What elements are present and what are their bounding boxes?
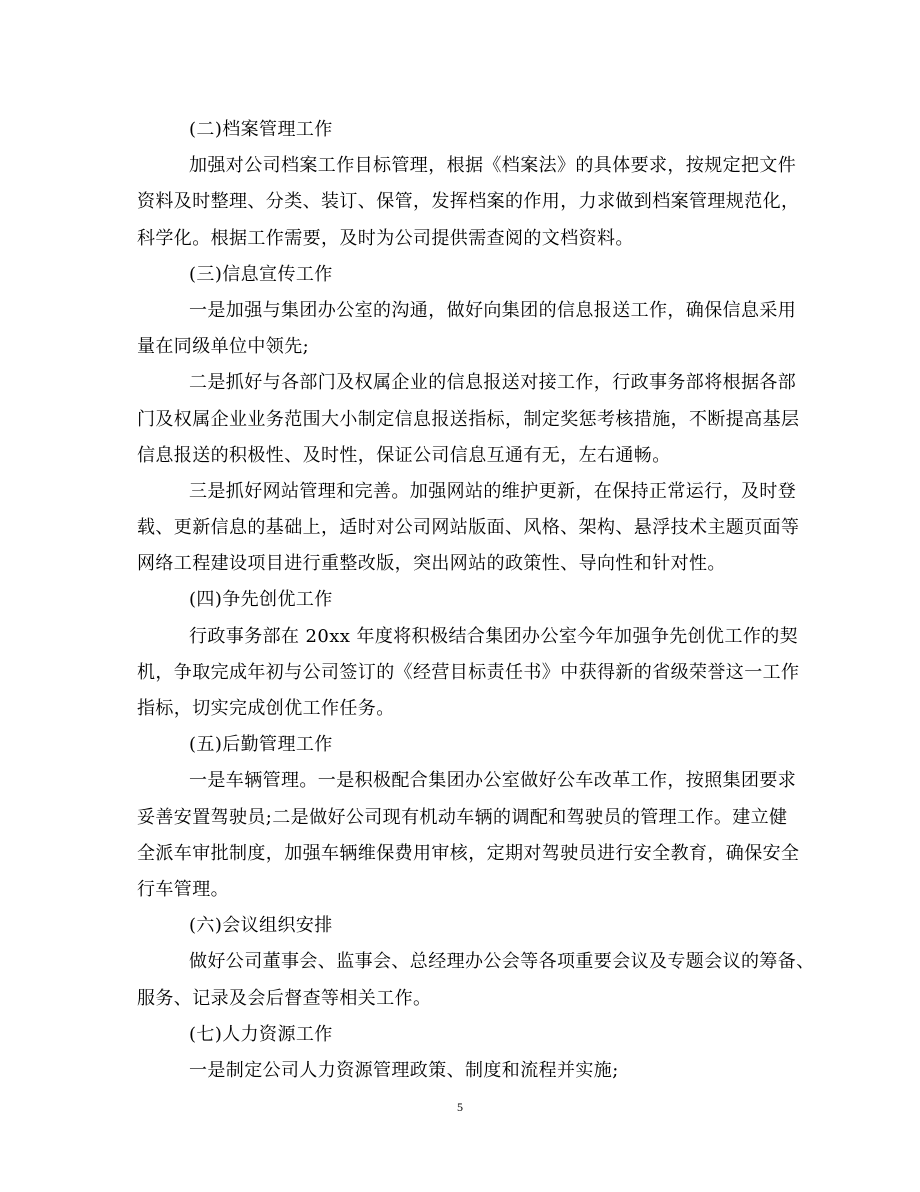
text-line: 三是抓好网站管理和完善。加强网站的维护更新，在保持正常运行，及时登: [189, 480, 797, 502]
text-line: 信息报送的积极性、及时性，保证公司信息互通有无，左右通畅。: [137, 444, 671, 466]
text-line: 资料及时整理、分类、装订、保管，发挥档案的作用，力求做到档案管理规范化，: [137, 191, 800, 213]
text-line: 一是加强与集团办公室的沟通，做好向集团的信息报送工作，确保信息采用: [189, 299, 797, 321]
text-line: (五)后勤管理工作: [189, 734, 333, 756]
text-line: 行政事务部在 20xx 年度将积极结合集团办公室今年加强争先创优工作的契: [189, 625, 799, 647]
text-line: (三)信息宣传工作: [189, 263, 333, 285]
document-body: [137, 112, 815, 1089]
text-line: 指标，切实完成创优工作任务。: [137, 698, 395, 719]
text-line: (二)档案管理工作: [189, 119, 333, 140]
text-line: (六)会议组织安排: [189, 915, 333, 937]
text-line: 一是车辆管理。一是积极配合集团办公室做好公车改革工作，按照集团要求: [189, 770, 797, 792]
text-line: 门及权属企业业务范围大小制定信息报送指标，制定奖惩考核措施，不断提高基层: [137, 408, 800, 430]
text-line: 量在同级单位中领先;: [137, 336, 310, 358]
text-line: 服务、记录及会后督查等相关工作。: [137, 987, 432, 1009]
text-line: 加强对公司档案工作目标管理，根据《档案法》的具体要求，按规定把文件: [189, 155, 797, 177]
text-line: (七)人力资源工作: [189, 1023, 333, 1045]
text-line: 载、更新信息的基础上，适时对公司网站版面、风格、架构、悬浮技术主题页面等: [137, 517, 800, 539]
text-line: 一是制定公司人力资源管理政策、制度和流程并实施;: [189, 1059, 619, 1081]
page-number: 5: [457, 1100, 463, 1114]
text-line: 机，争取完成年初与公司签订的《经营目标责任书》中获得新的省级荣誉这一工作: [137, 661, 800, 683]
text-line: 科学化。根据工作需要，及时为公司提供需查阅的文档资料。: [137, 227, 634, 249]
text-line: 网络工程建设项目进行重整改版，突出网站的政策性、导向性和针对性。: [137, 553, 726, 575]
text-line: 做好公司董事会、监事会、总经理办公会等各项重要会议及专题会议的筹备、: [189, 951, 815, 973]
text-line: (四)争先创优工作: [189, 589, 333, 611]
text-line: 行车管理。: [137, 878, 229, 900]
text-line: 全派车审批制度，加强车辆维保费用审核，定期对驾驶员进行安全教育，确保安全: [137, 842, 800, 864]
text-line: 妥善安置驾驶员;二是做好公司现有机动车辆的调配和驾驶员的管理工作。建立健: [137, 806, 788, 828]
text-line: 二是抓好与各部门及权属企业的信息报送对接工作，行政事务部将根据各部: [189, 372, 797, 394]
